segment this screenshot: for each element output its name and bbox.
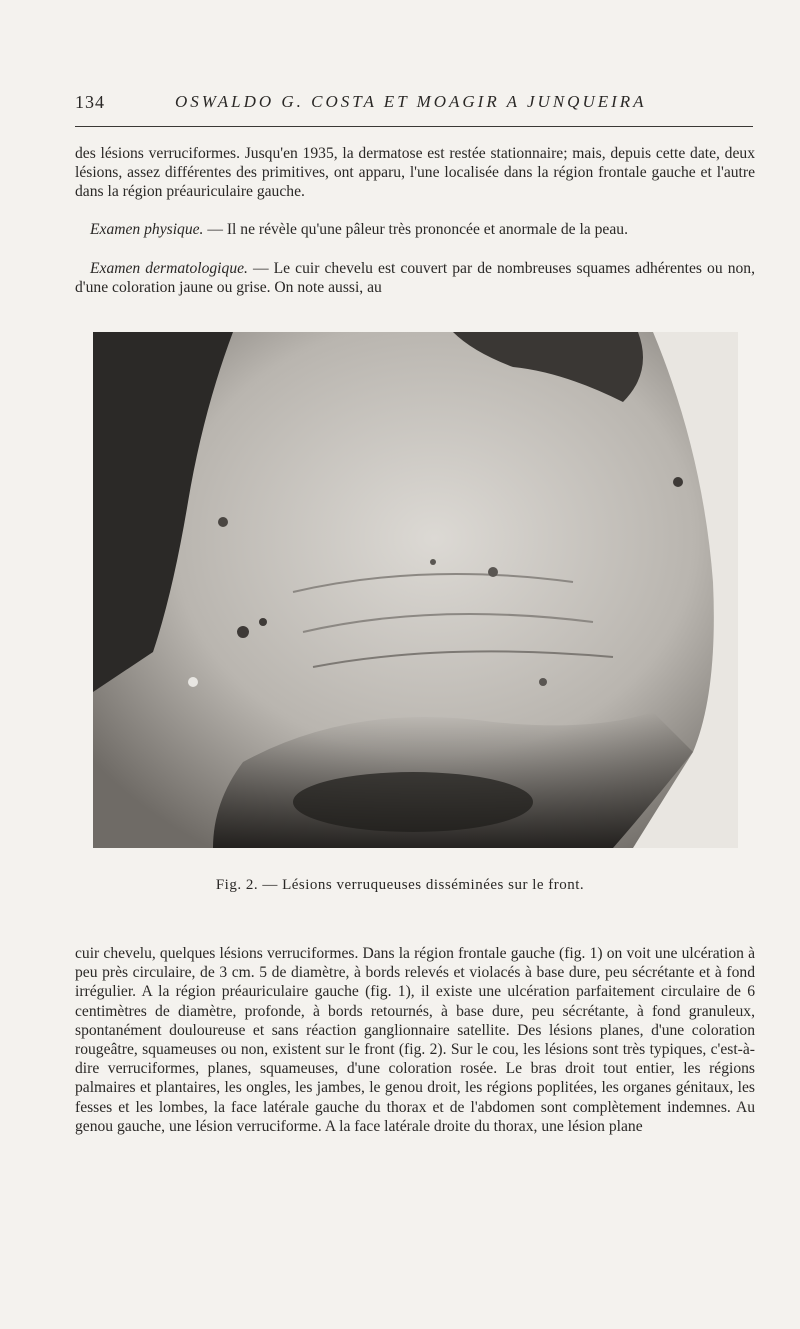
running-head: OSWALDO G. COSTA ET MOAGIR A JUNQUEIRA xyxy=(175,92,647,111)
page-header xyxy=(75,90,755,120)
dermatologic-exam-text: — Le cuir chevelu est couvert par de nombreuses squames adhérentes ou non, d'une coloration jaune ou grise. On note aussi, au xyxy=(75,260,755,297)
paragraph-physical-exam xyxy=(75,220,755,239)
paragraph-history: des lésions verruciformes. Jusqu'en 1935, la dermatose est restée stationnaire; mais, depuis cette date, deux lésions, assez différentes des primitives, ont apparu, l'une localisée dans la région frontale gauche et l'autre dans la région préauriculaire gauche. xyxy=(75,145,755,201)
physical-exam-text: — Il ne révèle qu'une pâleur très prononcée et anormale de la peau. xyxy=(203,221,628,238)
figure-photograph-forehead xyxy=(93,332,738,848)
physical-exam-label: Examen physique. xyxy=(90,221,204,238)
page-number: 134 xyxy=(75,92,105,112)
header-rule xyxy=(75,126,753,127)
figure-caption: Fig. 2. — Lésions verruqueuses disséminées sur le front. xyxy=(215,877,585,893)
paragraph-lesion-description: cuir chevelu, quelques lésions verruciformes. Dans la région frontale gauche (fig. 1) on voit une ulcération à peu près circulaire, de 3 cm. 5 de diamètre, à bords relevés et violacés à base dure, peu sécrétante et à fond irrégulier. A la région préauriculaire gauche (fig. 1), il existe une ulcération parfaitement circulaire de 6 centimètres de diamètre, profonde, à bords retournés, à base dure, peu sécrétante, à fond granuleux, spontanément douloureuse et sans réaction ganglionnaire satellite. Des lésions planes, d'une coloration rougeâtre, squameuses ou non, existent sur le front (fig. 2). Sur le cou, les lésions sont très typiques, c'est-à-dire verruciformes, planes, squameuses, d'une coloration rosée. Le bras droit tout entier, les régions palmaires et plantaires, les ongles, les jambes, le genou droit, les régions poplitées, les organes génitaux, les fesses et les lombes, la face latérale gauche du thorax et de l'abdomen sont complètement indemnes. Au genou gauche, une lésion verruciforme. A la face latérale droite du thorax, une lésion plane xyxy=(75,945,755,1135)
dermatologic-exam-label: Examen dermatologique. xyxy=(90,260,248,277)
forehead-photo xyxy=(93,332,738,848)
paragraph-dermatologic-exam xyxy=(75,259,755,297)
